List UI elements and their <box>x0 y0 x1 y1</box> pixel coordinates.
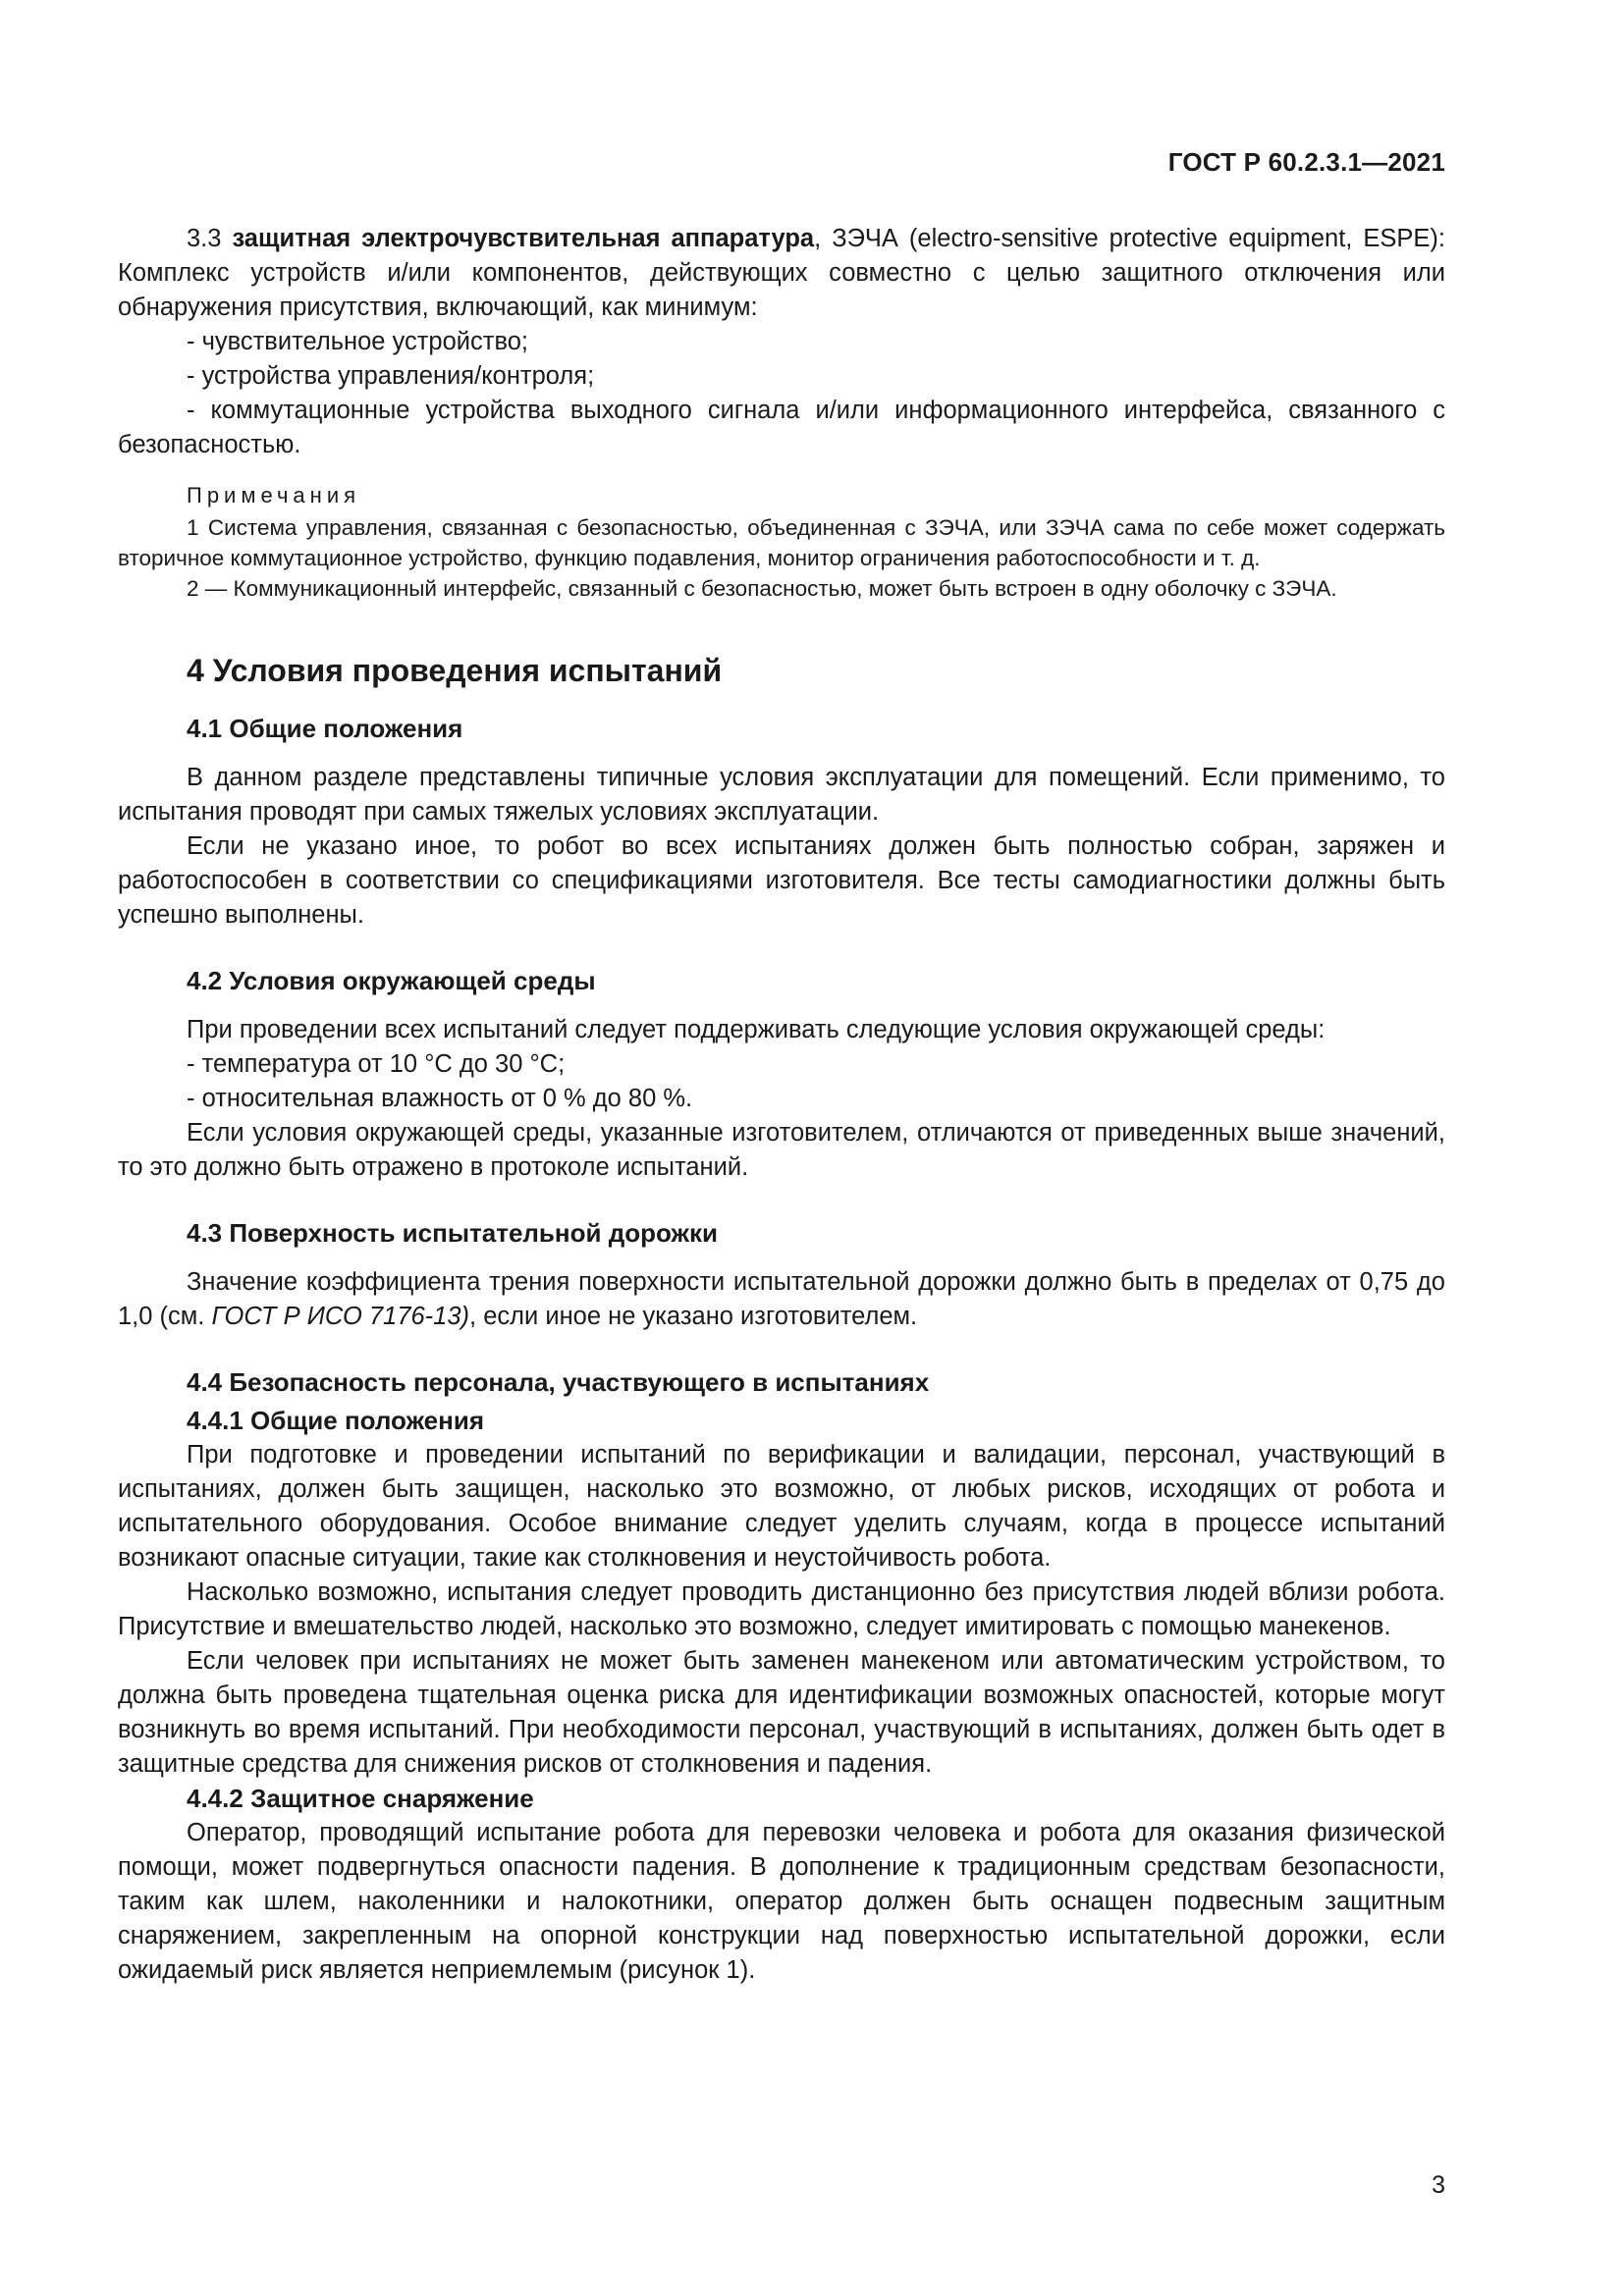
section-4-3-heading: 4.3 Поверхность испытательной дорожки <box>187 1218 718 1248</box>
paragraph: Оператор, проводящий испытание робота для перевозки человека и робота для оказания физической помощи, может подвергнуться опасности падения. В дополнение к традиционным средствам безопасности, таким как шлем, наколенники и налокотники, оператор должен быть оснащен подвесным защитным снаряжением, закрепленным на опорной конструкции над поверхностью испытательной дорожки, если ожидаемый риск является неприемлемым (рисунок 1). <box>118 1819 1445 1984</box>
document-content <box>118 222 1445 1988</box>
section-4-4-heading: 4.4 Безопасность персонала, участвующего в испытаниях <box>187 1367 930 1397</box>
paragraph: В данном разделе представлены типичные условия эксплуатации для помещений. Если применимо, то испытания проводят при самых тяжелых условиях эксплуатации. <box>118 764 1445 826</box>
section-4-heading: 4 Условия проведения испытаний <box>187 653 723 688</box>
paragraph: При проведении всех испытаний следует поддерживать следующие условия окружающей среды: <box>187 1016 1326 1043</box>
term-definition: , ЗЭЧА (electro-sensitive protective equipment, ESPE): Комплекс устройств и/или компонентов, действующих совместно с целью защитного отключения или обнаружения присутствия, включающий, как минимум: <box>118 225 1445 321</box>
section-4-4-2-heading: 4.4.2 Защитное снаряжение <box>187 1784 534 1813</box>
page-number: 3 <box>1432 2171 1445 2199</box>
list-item: - коммутационные устройства выходного сигнала и/или информационного интерфейса, связанного с безопасностью. <box>118 397 1445 458</box>
standard-reference: ГОСТ Р ИСО 7176-13) <box>211 1303 470 1330</box>
paragraph: Насколько возможно, испытания следует проводить дистанционно без присутствия людей вблизи робота. Присутствие и вмешательство людей, насколько это возможно, следует имитировать с помощью манекенов. <box>118 1578 1445 1640</box>
term-number: 3.3 <box>187 225 222 252</box>
list-item: - температура от 10 °С до 30 °С; <box>187 1050 566 1078</box>
section-4-2-heading: 4.2 Условия окружающей среды <box>187 966 596 995</box>
paragraph <box>118 1265 1445 1334</box>
paragraph-text: Значение коэффициента трения поверхности испытательной дорожки должно быть в пределах от 0,75 до 1,0 (см. <box>118 1268 1445 1330</box>
paragraph-text: , если иное не указано изготовителем. <box>469 1303 918 1330</box>
notes-title: Примечания <box>187 483 361 507</box>
document-page <box>118 0 1445 2296</box>
note-2: 2 — Коммуникационный интерфейс, связанный с безопасностью, может быть встроен в одну оболочку с ЗЭЧА. <box>187 576 1337 601</box>
document-code-header: ГОСТ Р 60.2.3.1—2021 <box>1167 147 1445 177</box>
list-item: - устройства управления/контроля; <box>187 362 595 390</box>
term-name: защитная электрочувствительная аппаратура <box>232 225 815 252</box>
term-definition-3-3 <box>118 222 1445 325</box>
note-1: 1 Система управления, связанная с безопасностью, объединенная с ЗЭЧА, или ЗЭЧА сама по себе может содержать вторичное коммутационное устройство, функцию подавления, монитор ограничения работоспособности и т. д. <box>118 515 1445 570</box>
paragraph: Если человек при испытаниях не может быть заменен манекеном или автоматическим устройством, то должна быть проведена тщательная оценка риска для идентификации возможных опасностей, которые могут возникнуть во время испытаний. При необходимости персонал, участвующий в испытаниях, должен быть одет в защитные средства для снижения рисков от столкновения и падения. <box>118 1647 1445 1778</box>
paragraph: При подготовке и проведении испытаний по верификации и валидации, персонал, участвующий в испытаниях, должен быть защищен, насколько это возможно, от любых рисков, исходящих от робота и испытательного оборудования. Особое внимание следует уделить случаям, когда в процессе испытаний возникают опасные ситуации, такие как столкновения и неустойчивость робота. <box>118 1441 1445 1572</box>
list-item: - чувствительное устройство; <box>187 328 528 355</box>
section-4-1-heading: 4.1 Общие положения <box>187 714 463 743</box>
list-item: - относительная влажность от 0 % до 80 %. <box>187 1085 693 1112</box>
paragraph: Если условия окружающей среды, указанные изготовителем, отличаются от приведенных выше значений, то это должно быть отражено в протоколе испытаний. <box>118 1119 1445 1181</box>
paragraph: Если не указано иное, то робот во всех испытаниях должен быть полностью собран, заряжен и работоспособен в соответствии со спецификациями изготовителя. Все тесты самодиагностики должны быть успешно выполнены. <box>118 832 1445 929</box>
section-4-4-1-heading: 4.4.1 Общие положения <box>187 1406 484 1435</box>
